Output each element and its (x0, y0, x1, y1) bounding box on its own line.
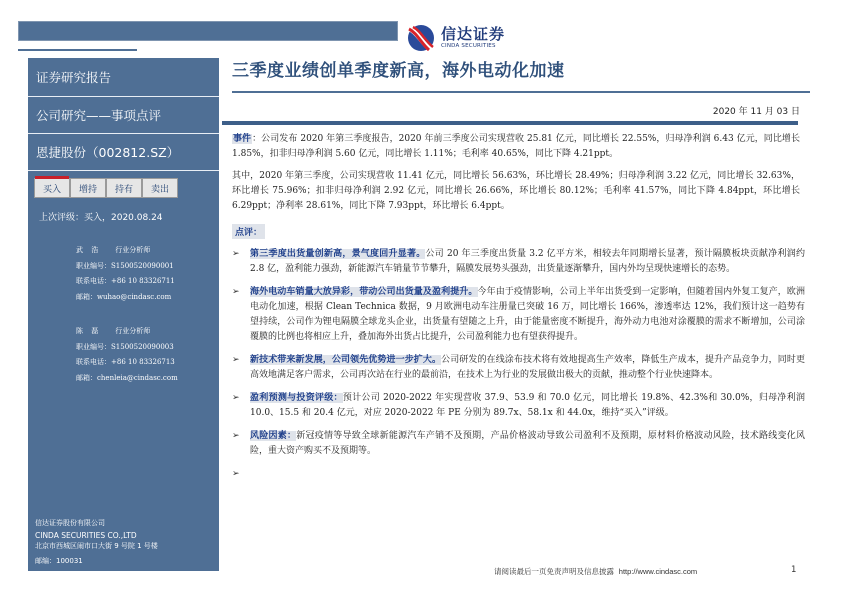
previous-rating: 上次评级：买入，2020.08.24 (39, 213, 163, 223)
report-title: 三季度业绩创单季度新高，海外电动化加速 (232, 61, 565, 81)
analyst-title: 行业分析师 (115, 327, 151, 335)
bullet-item (232, 429, 807, 459)
bullet-arrow-icon: ➢ (232, 249, 240, 259)
bullet-item (232, 247, 807, 277)
analyst-cert: 职业编号：S1500520090003 (76, 342, 174, 351)
analyst-email[interactable]: 邮箱：chenleia@cindasc.com (76, 373, 178, 382)
analyst-card (76, 243, 219, 305)
review-header: 点评： (232, 224, 265, 239)
bullet-arrow-icon: ➢ (232, 393, 240, 403)
report-date: 2020 年 11 月 03 日 (712, 107, 800, 117)
bullet-text: 公司 20 年三季度出货量 3.2 亿平方米，相较去年同期增长显著，预计隔膜板块贡献净利润约 2.8 亿，盈利能力强劲，新能源汽车销量节节攀升，隔膜发展势头强劲，出货量逐渐攀升，国内外均呈现快速增长的态势。 (250, 249, 805, 274)
date-rule (222, 121, 798, 125)
analyst-phone: 联系电话：+86 10 83326713 (76, 358, 175, 366)
sidebar (28, 58, 219, 571)
header-underline (18, 49, 137, 51)
header-band (18, 21, 398, 41)
bullet-highlight: 第三季度出货量创新高，景气度回升显著。 (250, 249, 426, 259)
bullet-text: 公司研发的在线涂布技术将有效地提高生产效率，降低生产成本，提升产品竞争力，同时更高效地满足客户需求，公司再次站在行业的最前沿，在技术上为行业的发展做出极大的贡献，推动整个行业快速降本。 (250, 355, 805, 380)
firm-info (35, 518, 158, 567)
bullet-arrow-icon: ➢ (232, 355, 240, 365)
rating-overweight: 增持 (70, 178, 106, 198)
research-type: 公司研究——事项点评 (28, 97, 219, 134)
title-rule (232, 91, 810, 93)
firm-name-en: CINDA SECURITIES CO.,LTD (35, 530, 137, 540)
rating-hold: 持有 (106, 178, 142, 198)
firm-postcode: 邮编：100031 (35, 556, 83, 565)
logo-text-en: CINDA SECURITIES (441, 43, 496, 49)
bullet-arrow-icon: ➢ (232, 431, 240, 441)
company-ticker: 恩捷股份（002812.SZ） (28, 134, 219, 171)
rating-sell: 卖出 (142, 178, 178, 198)
bullet-arrow-icon: ➢ (232, 287, 240, 297)
bullet-item-empty (232, 467, 807, 482)
report-type: 证券研究报告 (28, 58, 219, 97)
firm-name-cn: 信达证券股份有限公司 (35, 519, 105, 527)
disclaimer-text: 请阅读最后一页免责声明及信息披露 (494, 567, 614, 576)
bullet-text: 今年由于疫情影响，公司上半年出货受到一定影响，但随着国内外复工复产，欧洲电动化加速，根据 Clean Technica 数据，9 月欧洲电动车注册量已突破 16 万，同比增长 166%，渗透率达 12%，我们预计这一趋势有望持续，公司作为锂电隔膜全球龙头企业，出货量有望随之上升，由于能量密度不断提升，海外动力电池对涂覆膜的需求不断增加，公司涂覆膜的比例也将相应上升，叠加海外出货占比提升，公司盈利能力也有望获得提升。 (250, 287, 805, 342)
bullet-item (232, 285, 807, 345)
bullet-highlight: 海外电动车销量大放异彩，带动公司出货量及盈利提升。 (250, 287, 478, 297)
event-text: ：公司发布 2020 年第三季度报告，2020 年前三季度公司实现营收 25.81 亿元，同比增长 22.55%，归母净利润 6.43 亿元，同比增长 1.85%，扣非归母净利润 5.60 亿元，同比增长 1.11%；毛利率 40.65%，同比下降 4.21ppt。 (232, 134, 800, 159)
event-label: 事件 (233, 134, 252, 144)
analyst-cert: 职业编号：S1500520090001 (76, 261, 174, 270)
analyst-name: 陈 磊 (76, 327, 102, 335)
footer-disclaimer (494, 566, 697, 577)
bullet-text: 新冠疫情等导致全球新能源汽车产销不及预期，产品价格波动导致公司盈利不及预期，原材料价格波动风险，技术路线变化风险，重大资产购买不及预期等。 (250, 431, 805, 456)
bullet-highlight: 盈利预测与投资评级： (250, 393, 343, 403)
analyst-name: 武 浩 (76, 246, 102, 254)
footer-url-link[interactable]: http://www.cindasc.com (618, 567, 698, 576)
event-paragraph (232, 132, 800, 162)
page-number: 1 (791, 565, 797, 575)
cinda-logo-icon (406, 23, 436, 53)
logo-text-cn: 信达证券 (441, 25, 506, 43)
cinda-logo (406, 12, 506, 64)
analyst-card (76, 324, 219, 386)
rating-selector (34, 178, 213, 198)
analyst-email[interactable]: 邮箱：wuhao@cindasc.com (76, 292, 172, 301)
q3-paragraph: 其中，2020 年第三季度，公司实现营收 11.41 亿元，同比增长 56.63%，环比增长 28.49%；归母净利润 3.22 亿元，同比增长 32.63%，环比增长 75.96%；扣非归母净利润 2.92 亿元，同比增长 26.66%，环比增长 80.12%；毛利率 41.57%，同比下降 4.84ppt，环比增长 6.29ppt；净利率 28.61%，同比下降 7.93ppt，环比增长 6.4ppt。 (232, 171, 800, 211)
bullet-highlight: 风险因素： (250, 431, 297, 441)
bullet-text: 预计公司 2020-2022 年实现营收 37.9、53.9 和 70.0 亿元，同比增长 19.8%、42.3%和 30.0%，归母净利润 10.0、15.5 和 20.4 亿元，对应 2020-2022 年 PE 分别为 89.7x、58.1x 和 44.0x，维持“买入”评级。 (250, 393, 805, 418)
firm-address: 北京市西城区闹市口大街 9 号院 1 号楼 (35, 542, 158, 550)
main-content (232, 58, 807, 482)
bullet-highlight: 新技术带来新发展，公司领先优势进一步扩大。 (250, 355, 442, 365)
analyst-phone: 联系电话：+86 10 83326711 (76, 277, 175, 285)
rating-buy: 买入 (34, 178, 70, 198)
bullet-item (232, 391, 807, 421)
bullet-item (232, 353, 807, 383)
analyst-title: 行业分析师 (115, 246, 151, 254)
bullet-arrow-icon: ➢ (232, 469, 240, 479)
